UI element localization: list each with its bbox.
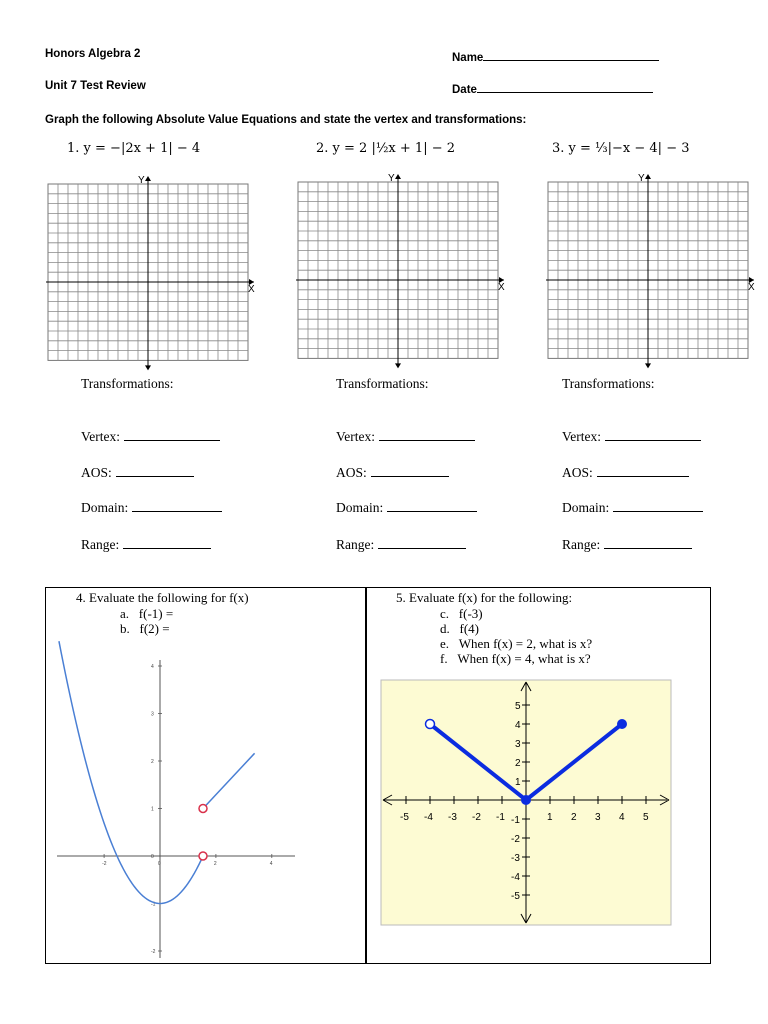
range-field-2[interactable] — [336, 536, 466, 553]
x-tick-label: -1 — [496, 812, 505, 823]
domain-label: Domain: — [562, 500, 610, 515]
range-field-1[interactable] — [81, 536, 211, 553]
range-blank[interactable] — [604, 536, 692, 549]
problem-3-equation: 3. y = ⅓|−x − 4| − 3 — [552, 141, 690, 156]
vertex-field-3[interactable] — [562, 428, 701, 445]
name-label: Name — [452, 52, 484, 64]
x-axis-label: X — [748, 282, 755, 293]
open-point — [199, 852, 207, 860]
y-tick-label: 0 — [151, 854, 154, 860]
date-field[interactable] — [452, 80, 653, 96]
curve-segment-1 — [59, 641, 203, 903]
y-arrow — [145, 176, 151, 181]
vertex-blank[interactable] — [124, 428, 220, 441]
domain-blank[interactable] — [387, 499, 477, 512]
aos-label: AOS: — [336, 465, 367, 480]
open-endpoint — [426, 720, 435, 729]
problem-5-part-d: d. f(4) — [440, 621, 479, 636]
aos-field-3[interactable] — [562, 464, 689, 481]
x-tick-label: -3 — [448, 812, 457, 823]
problem-4-title: 4. Evaluate the following for f(x) — [76, 590, 249, 605]
y-tick-label: -2 — [151, 949, 156, 955]
domain-blank[interactable] — [132, 499, 222, 512]
x-axis-label: X — [248, 284, 255, 295]
problem-5-part-c: c. f(-3) — [440, 606, 483, 621]
aos-label: AOS: — [81, 465, 112, 480]
range-field-3[interactable] — [562, 536, 692, 553]
open-point — [199, 805, 207, 813]
x-tick-label: 2 — [213, 861, 217, 867]
x-tick-label: 5 — [643, 812, 649, 823]
domain-field-2[interactable] — [336, 499, 477, 516]
y-arrow — [645, 174, 651, 179]
coordinate-grid-2 — [296, 172, 506, 372]
x-tick-label: 1 — [547, 812, 553, 823]
domain-blank[interactable] — [613, 499, 703, 512]
y-arrow-down — [395, 363, 401, 368]
domain-field-1[interactable] — [81, 499, 222, 516]
x-tick-label: 3 — [595, 812, 601, 823]
x-tick-label: -4 — [424, 812, 433, 823]
range-label: Range: — [81, 537, 120, 552]
vertex-point — [521, 795, 531, 805]
range-label: Range: — [562, 537, 601, 552]
coordinate-grid-1 — [46, 174, 256, 374]
unit-title: Unit 7 Test Review — [45, 80, 146, 92]
problem-5-part-e: e. When f(x) = 2, what is x? — [440, 636, 593, 651]
x-tick-label: 4 — [269, 861, 273, 867]
domain-label: Domain: — [336, 500, 384, 515]
y-axis-label: Y — [138, 175, 145, 186]
range-blank[interactable] — [378, 536, 466, 549]
domain-field-3[interactable] — [562, 499, 703, 516]
course-title: Honors Algebra 2 — [45, 48, 141, 60]
y-arrow-down — [145, 365, 151, 370]
y-arrow-down — [645, 363, 651, 368]
problem-4-graph — [55, 660, 300, 960]
x-tick-label: -5 — [400, 812, 409, 823]
y-tick-label: 3 — [151, 711, 154, 718]
vertex-label: Vertex: — [81, 429, 120, 444]
transformations-label-3: Transformations: — [562, 376, 655, 391]
vertex-label: Vertex: — [562, 429, 601, 444]
x-tick-label: -2 — [472, 812, 481, 823]
coordinate-grid-3 — [546, 172, 756, 372]
range-label: Range: — [336, 537, 375, 552]
x-tick-label: 4 — [619, 812, 625, 823]
y-tick-label: 1 — [151, 806, 154, 813]
aos-blank[interactable] — [597, 464, 689, 477]
aos-blank[interactable] — [371, 464, 449, 477]
domain-label: Domain: — [81, 500, 129, 515]
vertex-label: Vertex: — [336, 429, 375, 444]
problem-4-part-b: b. f(2) = — [120, 621, 170, 636]
y-tick-label: -1 — [511, 815, 520, 826]
y-axis-label: Y — [388, 173, 395, 184]
y-tick-label: 3 — [515, 739, 521, 750]
y-tick-label: 1 — [515, 777, 521, 788]
problem-5-part-f: f. When f(x) = 4, what is x? — [440, 651, 591, 666]
x-tick-label: 0 — [158, 861, 161, 867]
vertex-blank[interactable] — [379, 428, 475, 441]
transformations-label-1: Transformations: — [81, 376, 174, 391]
vertex-field-1[interactable] — [81, 428, 220, 445]
x-axis-label: X — [498, 282, 505, 293]
problem-1-equation: 1. y = −|2x + 1| − 4 — [67, 141, 201, 156]
problem-5-graph — [381, 680, 671, 925]
date-blank[interactable] — [477, 80, 653, 93]
problem-4-part-a: a. f(-1) = — [120, 606, 174, 621]
problem-5-title: 5. Evaluate f(x) for the following: — [396, 590, 573, 605]
y-tick-label: 2 — [151, 759, 154, 765]
name-blank[interactable] — [483, 48, 659, 61]
aos-label: AOS: — [562, 465, 593, 480]
curve-segment-2 — [203, 753, 255, 808]
y-tick-label: -3 — [511, 853, 520, 864]
name-field[interactable] — [452, 48, 659, 64]
range-blank[interactable] — [123, 536, 211, 549]
y-tick-label: -1 — [151, 901, 156, 908]
instructions: Graph the following Absolute Value Equations and state the vertex and transformations: — [45, 114, 527, 126]
aos-field-1[interactable] — [81, 464, 194, 481]
vertex-blank[interactable] — [605, 428, 701, 441]
vertex-field-2[interactable] — [336, 428, 475, 445]
y-axis-label: Y — [638, 173, 645, 184]
closed-endpoint — [617, 719, 627, 729]
y-tick-label: 4 — [151, 664, 154, 670]
y-tick-label: 5 — [515, 701, 521, 712]
y-tick-label: -2 — [511, 834, 520, 845]
y-tick-label: 2 — [515, 758, 521, 769]
aos-field-2[interactable] — [336, 464, 449, 481]
y-tick-label: 4 — [515, 720, 521, 731]
transformations-label-2: Transformations: — [336, 376, 429, 391]
y-tick-label: -5 — [511, 891, 520, 902]
y-arrow — [395, 174, 401, 179]
date-label: Date — [452, 84, 477, 96]
problem-2-equation: 2. y = 2 |½x + 1| − 2 — [316, 141, 455, 156]
x-tick-label: 2 — [571, 812, 577, 823]
aos-blank[interactable] — [116, 464, 194, 477]
x-tick-label: -2 — [102, 861, 107, 867]
y-tick-label: -4 — [511, 872, 520, 883]
